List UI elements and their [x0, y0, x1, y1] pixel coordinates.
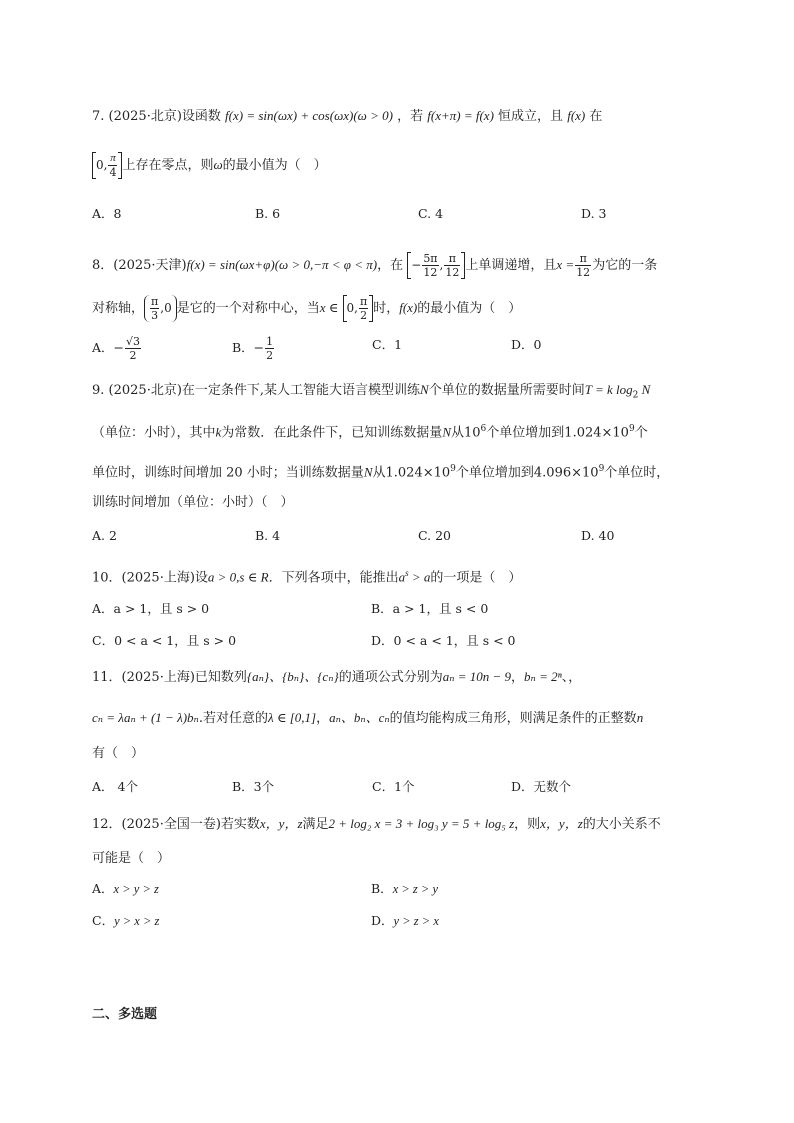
range-left: 0,	[346, 301, 358, 315]
q8-text: 为它的一条	[592, 258, 658, 273]
q12-text: 的大小关系不	[582, 817, 661, 832]
q10-source: 10．(2025·上海)设	[92, 570, 208, 586]
q11-cn: cₙ = λaₙ + (1 − λ)bₙ	[92, 710, 199, 725]
q9-line3	[92, 460, 669, 482]
q8-text: ，在	[377, 258, 404, 273]
q7-option-c[interactable]: C. 4	[418, 206, 444, 221]
q7-fx: f(x)	[567, 108, 586, 123]
q8-text: 是它的一个对称中心，当	[176, 301, 320, 316]
q11-option-b[interactable]: B．3个	[232, 779, 275, 794]
q10-cond: a > 0,s ∈ R	[207, 569, 269, 585]
frac-den: 2	[129, 349, 137, 362]
q12-line2: 可能是（ ）	[92, 851, 171, 866]
q7-omega: ω	[213, 157, 223, 172]
q8-line1	[92, 252, 657, 279]
q9-text: 个单位的数据量所需要时间	[428, 383, 585, 398]
frac-num: π	[151, 295, 159, 308]
frac	[444, 252, 460, 279]
q12-text: ，则	[514, 817, 541, 832]
q9-option-a[interactable]: A. 2	[92, 528, 117, 543]
q10-option-c[interactable]: C．0 < a < 1，且 s > 0	[92, 633, 237, 648]
frac-den: 2	[266, 349, 274, 362]
q11-option-c[interactable]: C．1个	[372, 779, 415, 794]
q10-ineq: a	[398, 569, 406, 585]
q11-text: 的通项公式分别为	[338, 670, 443, 685]
q8-option-b[interactable]	[232, 335, 275, 362]
q7-condition: f(x+π) = f(x)	[427, 108, 494, 123]
q7-text: 在	[589, 109, 603, 124]
q8-line2	[92, 295, 521, 322]
q8-option-a[interactable]	[92, 335, 142, 362]
q11-an: aₙ = 10n − 9	[442, 669, 512, 684]
q9-k: k	[215, 424, 222, 440]
frac	[265, 335, 274, 362]
frac-den: 12	[576, 266, 591, 279]
q8-fx: f(x)	[399, 300, 418, 315]
q10-option-b[interactable]: B．a > 1，且 s < 0	[371, 601, 489, 616]
q12-vars: x，y，z	[540, 816, 583, 831]
q10-ineq-tail: > a	[408, 569, 431, 585]
q7-interval-left: 0,	[96, 158, 108, 172]
frac	[575, 252, 591, 279]
frac-den: 4	[109, 166, 117, 179]
q9-option-c[interactable]: C. 20	[418, 528, 451, 543]
q9-N: N	[420, 382, 429, 397]
q9-text: 9. (2025·北京)在一定条件下,某人工智能大语言模型训练	[92, 383, 421, 398]
q11-text: .若对任意的	[198, 711, 268, 726]
q11-text: 的值均能构成三角形，则满足条件的正整数	[389, 711, 637, 726]
q9-text: 从	[372, 465, 386, 481]
frac-num: π	[444, 252, 460, 266]
q10-text: ．下列各项中，能推出	[268, 570, 399, 586]
q8-x-eq: x =	[556, 257, 575, 272]
q11-comma: ，	[511, 670, 525, 685]
q8-text: 的最小值为（ ）	[417, 301, 522, 316]
q8-center-tail: ,0	[160, 301, 172, 315]
q9-formula-end: N	[638, 382, 651, 397]
q8-function: f(x) = sin(ωx+φ)(ω > 0,−π < φ < π)	[186, 257, 378, 272]
q9-line1	[92, 381, 650, 405]
q12-option-d[interactable]	[371, 912, 439, 930]
q7-line2	[92, 152, 327, 179]
q11-option-d[interactable]: D．无数个	[511, 779, 572, 794]
q11-source: 11．(2025·上海)已知数列	[92, 670, 247, 685]
option-label: B．	[371, 881, 393, 896]
q9-text: 单位时，训练时间增加 20 小时；当训练数据量	[92, 465, 364, 481]
q12-option-a[interactable]	[92, 880, 159, 898]
q7-option-d[interactable]: D. 3	[581, 206, 607, 221]
frac-num: π	[575, 252, 591, 266]
q8-text: 时，	[373, 301, 400, 316]
option-label: B．−	[232, 340, 265, 355]
q9-exp: 6	[480, 424, 487, 434]
option-text: y > x > z	[114, 914, 160, 928]
frac-num: π	[110, 152, 116, 164]
frac-num: √3	[126, 335, 141, 348]
q9-val: 1.024×10	[385, 465, 451, 481]
q8-interval: − $\frac{5\pi}{12}$ , $\frac{\pi}{12}$	[407, 252, 465, 279]
q11-line3: 有（ ）	[92, 746, 145, 761]
q9-exp: 9	[598, 464, 605, 474]
q11-seqs: {aₙ}、{bₙ}、{cₙ}	[246, 669, 339, 684]
q9-formula: T = k log	[584, 382, 633, 397]
option-text: x > z > y	[392, 882, 439, 896]
q11-option-a[interactable]: A． 4个	[92, 779, 138, 794]
q9-text: 从	[450, 425, 464, 441]
q9-val: 4.096×10	[533, 465, 599, 481]
option-label: A．	[92, 881, 114, 896]
q9-line4: 训练时间增加（单位：小时）（ ）	[92, 495, 294, 510]
q8-text: 对称轴，	[92, 301, 145, 316]
q9-N: N	[363, 464, 373, 480]
q8-text: 上单调递增，且	[465, 258, 557, 273]
option-label: D．	[371, 913, 394, 928]
q7-text: 的最小值为（ ）	[222, 158, 327, 173]
q9-text: 个单位增加到	[486, 425, 565, 441]
q11-lambda: λ ∈ [0,1]	[267, 710, 317, 725]
frac-den: 12	[445, 266, 460, 279]
frac-num: 5π	[423, 252, 438, 265]
frac	[125, 335, 141, 362]
option-label: A．−	[92, 340, 125, 355]
frac-den: 2	[360, 309, 368, 322]
frac-den: 12	[423, 266, 438, 279]
q7-source: 7. (2025·北京)设函数	[92, 109, 221, 124]
q9-formula-sub: 2	[632, 390, 639, 401]
q10-option-d[interactable]: D．0 < a < 1，且 s < 0	[371, 633, 516, 648]
q12-vars: x，y，z	[259, 816, 303, 831]
q9-text: 个单位增加到	[455, 465, 534, 481]
q9-text: 个单位时，	[604, 465, 670, 481]
q9-option-d[interactable]: D. 40	[581, 528, 615, 543]
q11-bn: bₙ = 2ⁿ	[524, 669, 562, 684]
q8-source: 8．(2025·天津)	[92, 258, 187, 273]
q12-line1	[92, 815, 661, 834]
q12-option-b[interactable]	[371, 880, 438, 898]
q7-interval-frac	[108, 152, 117, 179]
option-label: C．	[92, 913, 115, 928]
q11-line1	[92, 668, 581, 687]
q11-text: ，	[316, 711, 330, 726]
frac-num: 1	[266, 335, 274, 348]
q9-option-b[interactable]: B. 4	[255, 528, 281, 543]
frac	[422, 252, 438, 279]
q12-option-c[interactable]	[92, 912, 159, 930]
q8-center	[144, 295, 177, 322]
q8-option-c[interactable]: C．1	[372, 337, 403, 352]
q7-text: ，若	[397, 109, 424, 124]
q7-text: 上存在零点，则	[122, 158, 214, 173]
q9-N: N	[442, 424, 451, 440]
frac	[359, 295, 368, 322]
q9-text: （单位：小时），其中	[92, 425, 216, 441]
q12-source: 12．(2025·全国一卷)若实数	[92, 817, 260, 832]
q9-line2	[92, 420, 648, 442]
q11-line2	[92, 709, 643, 728]
q10-option-a[interactable]: A．a > 1，且 s > 0	[92, 601, 210, 616]
q7-function: f(x) = sin(ωx) + cos(ωx)(ω > 0)	[225, 108, 393, 123]
q9-exp: 9	[450, 464, 456, 474]
frac-den: 3	[151, 309, 159, 322]
q9-text: 个	[634, 425, 648, 441]
minus-sign: −	[411, 258, 422, 272]
q9-ten: 10	[464, 425, 481, 441]
q12-text: 满足	[302, 817, 329, 832]
frac-num: π	[359, 295, 368, 308]
option-text: x > y > z	[113, 882, 159, 896]
q8-x-in: x ∈	[319, 300, 339, 315]
frac	[150, 295, 159, 322]
q11-vals: aₙ、bₙ、cₙ	[329, 710, 390, 725]
q10-line1	[92, 564, 521, 587]
q11-text: 、，	[561, 670, 582, 685]
option-text: y > z > x	[393, 914, 439, 928]
q10-ineq-exp: s	[405, 568, 409, 578]
q9-text: 为常数．在此条件下，已知训练数据量	[221, 425, 443, 441]
q10-text: 的一项是（ ）	[430, 570, 522, 586]
q7-line1	[92, 107, 602, 126]
q7-interval	[92, 152, 122, 179]
q9-val: 1.024×10	[564, 425, 629, 441]
q7-text: 恒成立，且	[498, 109, 564, 124]
q11-n: n	[636, 710, 644, 725]
q12-eq: 2 + log₂ x = 3 + log₃ y = 5 + log₅ z	[328, 816, 515, 831]
q8-range	[343, 295, 374, 322]
section-title: 二、多选题	[92, 1007, 158, 1022]
q7-option-a[interactable]: A．8	[92, 206, 122, 221]
q8-option-d[interactable]: D．0	[511, 337, 542, 352]
q9-exp: 9	[628, 424, 635, 434]
q7-option-b[interactable]: B. 6	[255, 206, 281, 221]
